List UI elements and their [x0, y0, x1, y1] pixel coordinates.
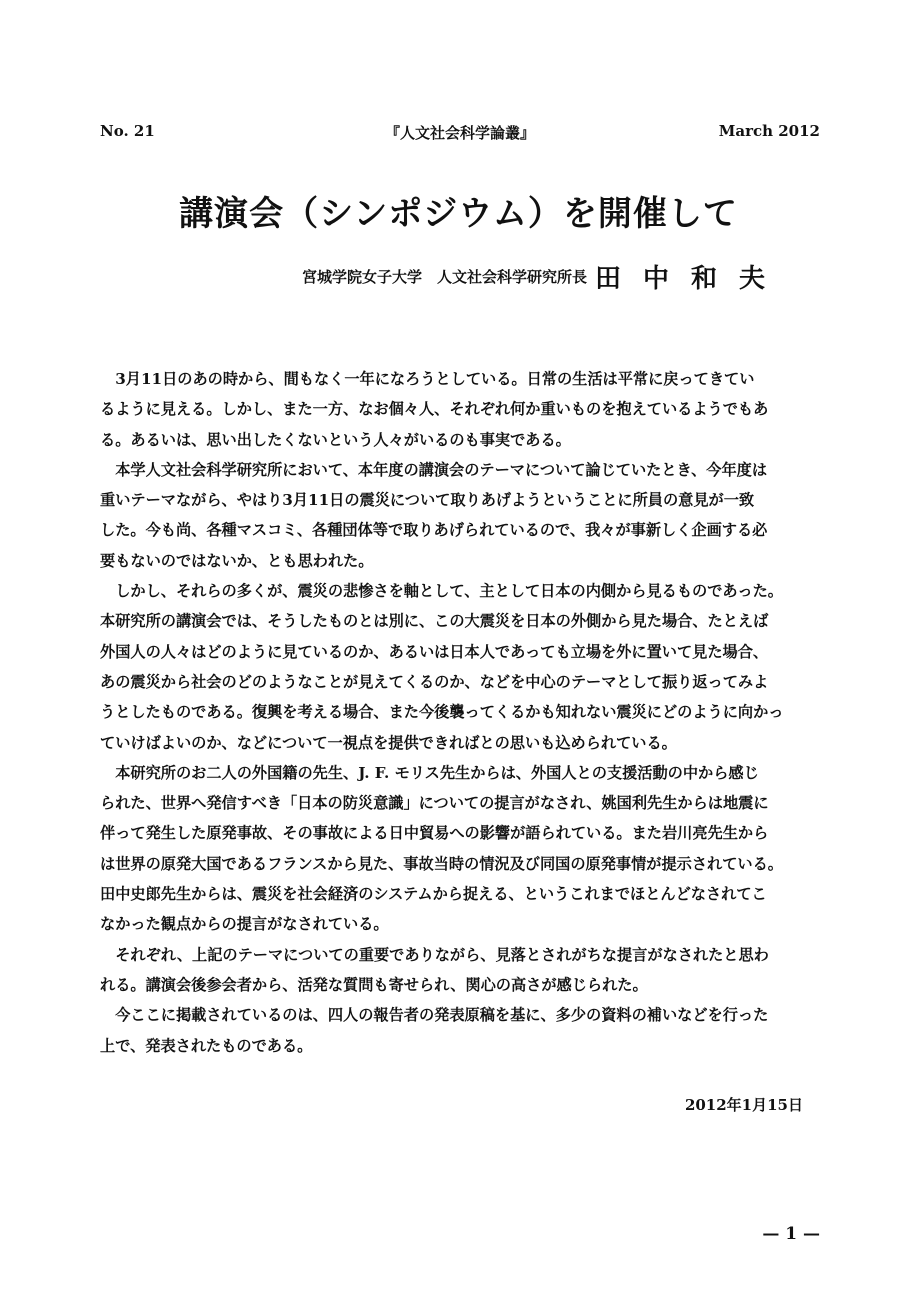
issue-date: March 2012 — [718, 122, 820, 140]
body-line: 田中史郎先生からは、震災を社会経済のシステムから捉える、というこれまでほとんどなされてこ — [100, 885, 767, 904]
article-title: 講演会（シンポジウム）を開催して — [179, 194, 738, 234]
body-line: 上で、発表されたものである。 — [100, 1036, 313, 1055]
body-line: れる。講演会後参会者から、活発な質問も寄せられ、関心の高さが感じられた。 — [100, 975, 648, 994]
journal-name: 『人文社会科学論叢』 — [384, 124, 535, 142]
body-line: しかし、それらの多くが、震災の悲惨さを軸として、主として日本の内側から見るものであった。 — [100, 582, 783, 601]
body-line: なかった観点からの提言がなされている。 — [100, 915, 389, 934]
body-line: るように見える。しかし、また一方、なお個々人、それぞれ何か重いものを抱えているようでもあ — [100, 400, 769, 419]
body-line: 本研究所の講演会では、そうしたものとは別に、この大震災を日本の外側から見た場合、たとえば — [100, 612, 769, 631]
body-line: 外国人の人々はどのように見ているのか、あるいは日本人であっても立場を外に置いて見た場合、 — [100, 642, 769, 661]
running-header — [100, 122, 820, 146]
issue-number: No. 21 — [100, 122, 155, 140]
body-line: る。あるいは、思い出したくないという人々がいるのも事実である。 — [100, 430, 571, 449]
author-line — [0, 258, 787, 295]
body-line: うとしたものである。復興を考える場合、また今後襲ってくるかも知れない震災にどのように向かっ — [100, 703, 784, 722]
body-line: それぞれ、上記のテーマについての重要でありながら、見落とされがちな提言がなされたと思わ — [100, 945, 769, 964]
body-line: あの震災から社会のどのようなことが見えてくるのか、などを中心のテーマとして振り返ってみよ — [100, 672, 769, 691]
body-text — [100, 364, 822, 1061]
page-number: — 1 — — [762, 1224, 820, 1244]
body-line: した。今も尚、各種マスコミ、各種団体等で取りあげられているので、我々が事新しく企画する必 — [100, 521, 768, 540]
body-line: 本学人文社会科学研究所において、本年度の講演会のテーマについて論じていたとき、今年度は — [100, 460, 768, 479]
body-line: 重いテーマながら、やはり3月11日の震災について取りあげようということに所員の意見が一致 — [100, 491, 755, 510]
author-affiliation: 宮城学院女子大学 人文社会科学研究所長 — [301, 268, 587, 286]
body-line: 本研究所のお二人の外国籍の先生、J. F. モリス先生からは、外国人との支援活動の中から感じ — [100, 763, 759, 782]
body-line: られた、世界へ発信すべき「日本の防災意識」についての提言がなされ、姚国利先生からは地震に — [100, 794, 769, 813]
document-date: 2012年1月15日 — [684, 1096, 803, 1114]
body-line: 今ここに掲載されているのは、四人の報告者の発表原稿を基に、多少の資料の補いなどを行った — [100, 1006, 769, 1025]
body-line: は世界の原発大国であるフランスから見た、事故当時の情況及び同国の原発事情が提示されている。 — [100, 854, 783, 873]
body-line: ていけばよいのか、などについて一視点を提供できればとの思いも込められている。 — [100, 733, 677, 752]
body-line: 要もないのではないか、とも思われた。 — [100, 551, 374, 570]
body-line: 3月11日のあの時から、間もなく一年になろうとしている。日常の生活は平常に戻ってきてい — [100, 370, 755, 388]
body-line: 伴って発生した原発事故、その事故による日中貿易への影響が語られている。また岩川亮先生から — [100, 824, 769, 843]
author-name: 田中和夫 — [594, 264, 787, 294]
